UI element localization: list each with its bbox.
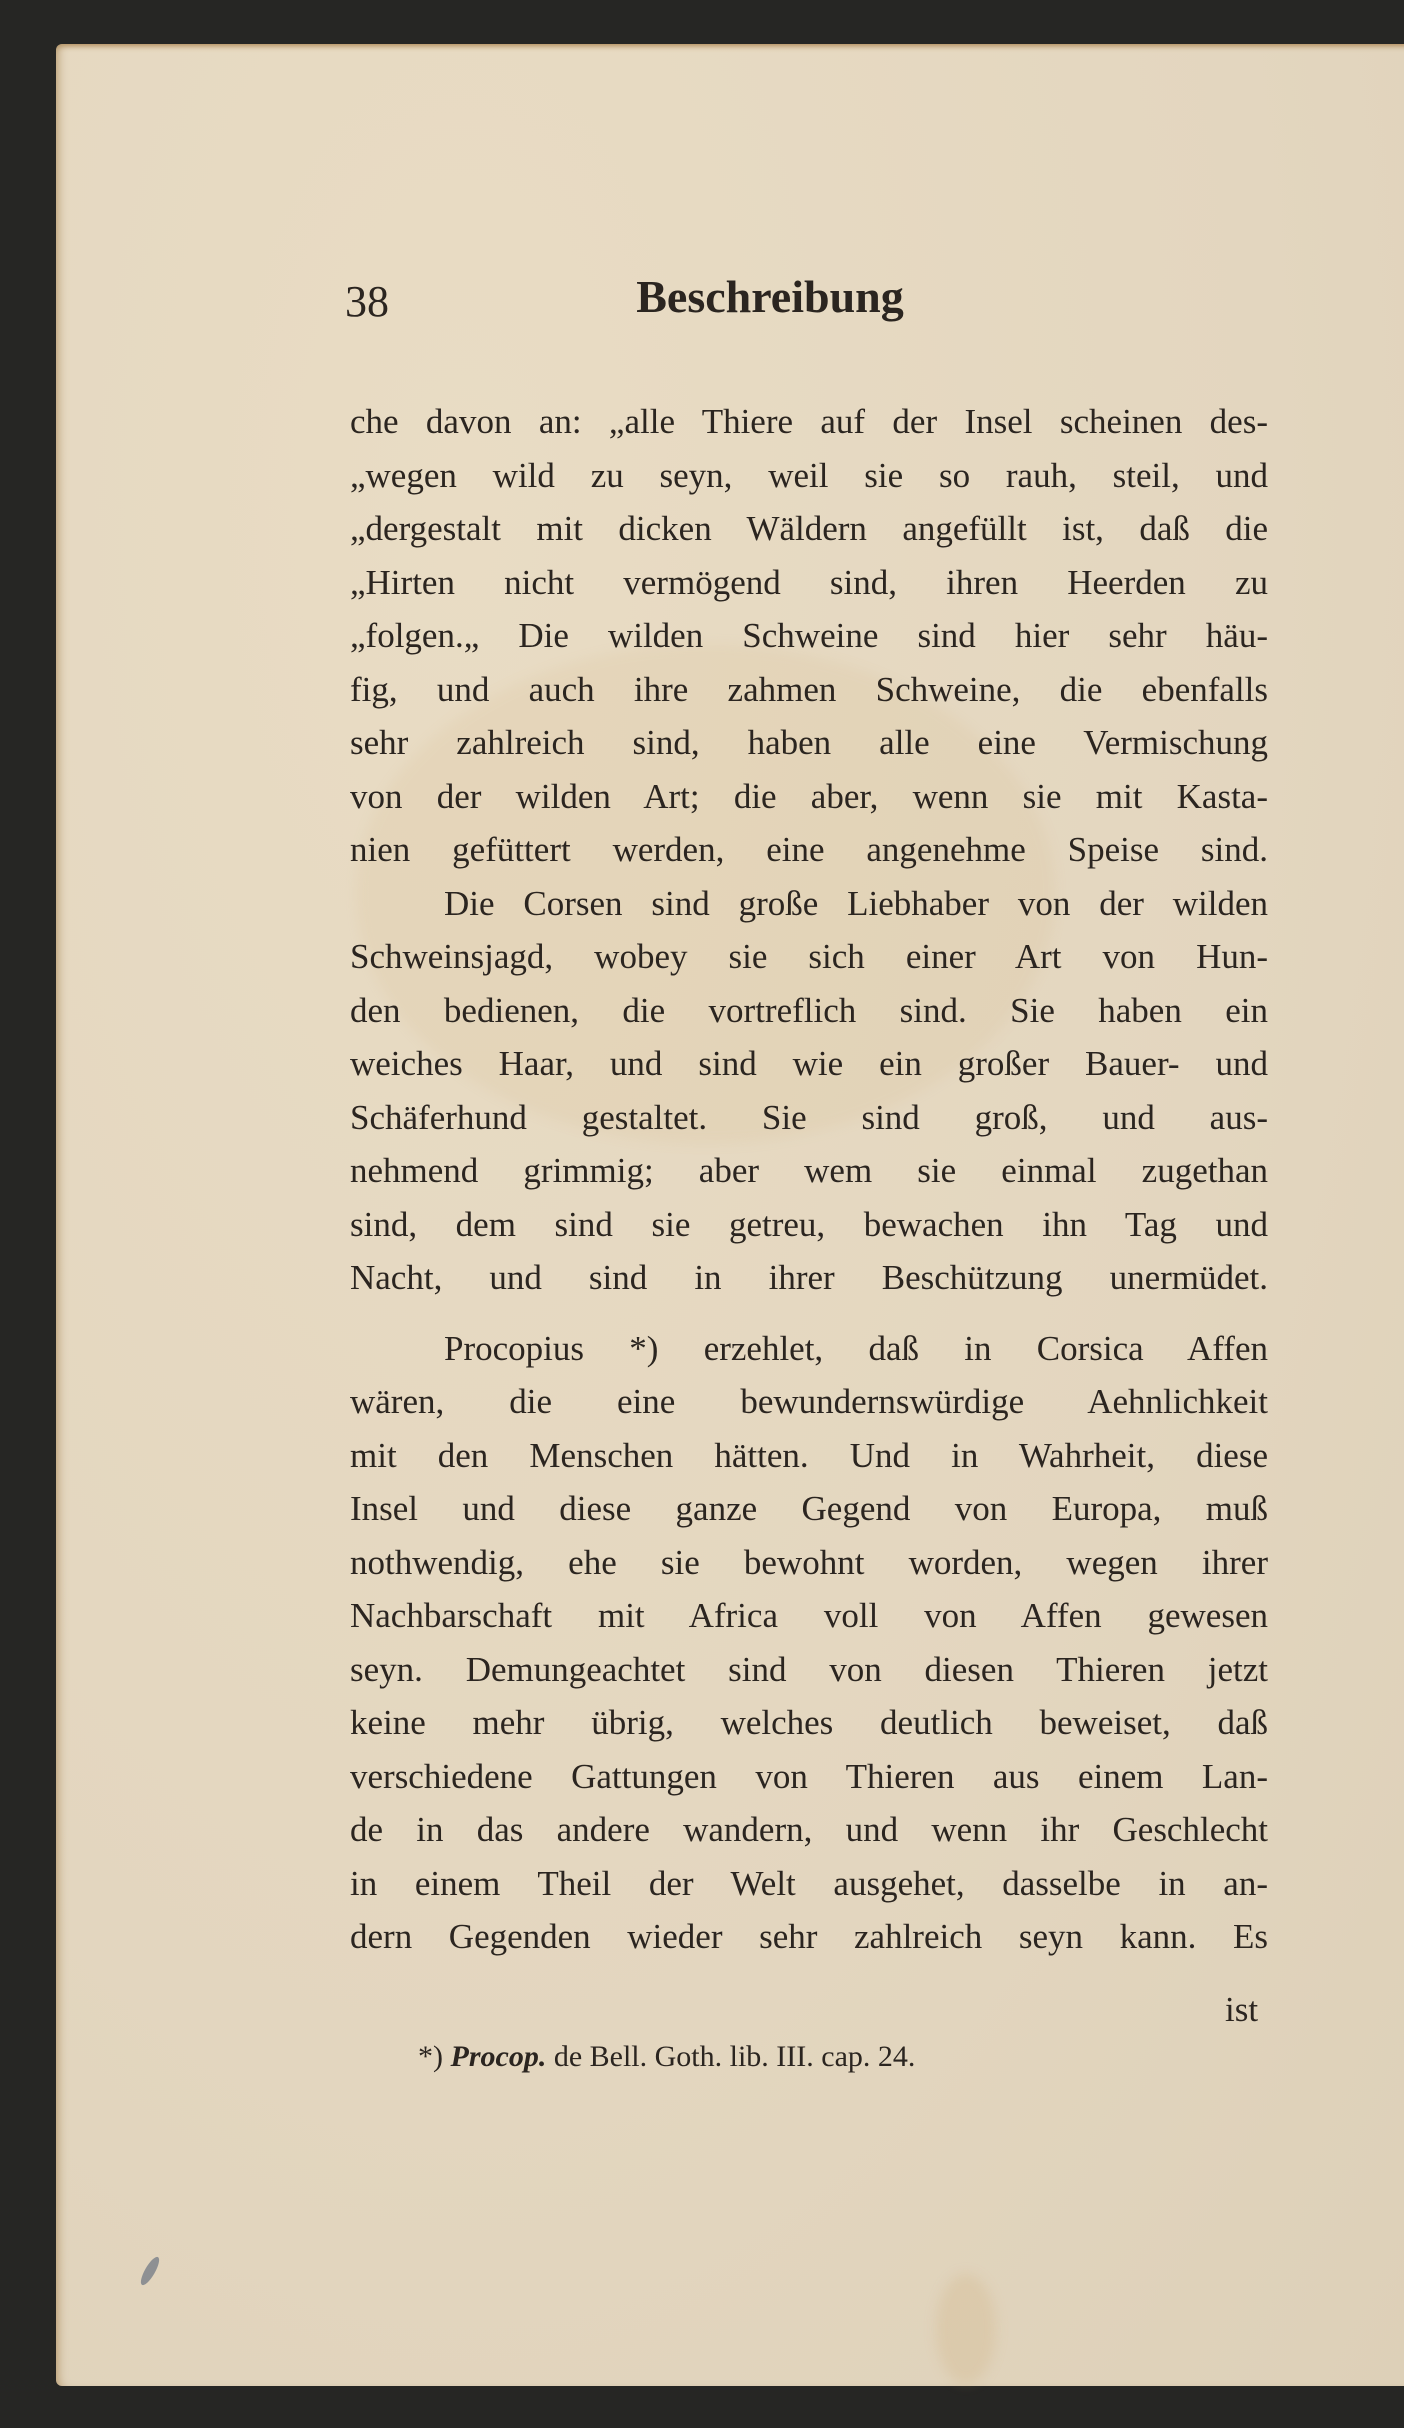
text-line: den bedienen, die vortreflich sind. Sie haben ein	[350, 990, 1268, 1030]
text-line: sehr zahlreich sind, haben alle eine Vermischung	[350, 723, 1268, 762]
running-head: Beschreibung	[636, 271, 904, 322]
text-line: sind, dem sind sie getreu, bewachen ihn Tag und	[350, 1204, 1268, 1244]
text-line: weiches Haar, und sind wie ein großer Bauer- und	[350, 1044, 1268, 1083]
text-line: de in das andere wandern, und wenn ihr Geschlecht	[350, 1810, 1268, 1849]
text-line: dern Gegenden wieder sehr zahlreich seyn kann. Es	[350, 1917, 1268, 1956]
footnote-marker: *)	[418, 2040, 443, 2073]
text-line: Procopius *) erzehlet, daß in Corsica Affen	[444, 1328, 1268, 1368]
text-line: verschiedene Gattungen von Thieren aus einem Lan-	[350, 1756, 1268, 1796]
page-number: 38	[345, 277, 389, 326]
text-line: „dergestalt mit dicken Wäldern angefüllt ist, daß die	[350, 509, 1268, 548]
footnote-reference: de Bell. Goth. lib. III. cap. 24.	[553, 2040, 916, 2073]
text-line: nothwendig, ehe sie bewohnt worden, wegen ihrer	[350, 1542, 1268, 1582]
text-line: che davon an: „alle Thiere auf der Insel scheinen des-	[350, 402, 1268, 441]
text-line: nehmend grimmig; aber wem sie einmal zugethan	[350, 1151, 1268, 1190]
text-line: von der wilden Art; die aber, wenn sie mit Kasta-	[350, 776, 1268, 816]
text-line: Schweinsjagd, wobey sie sich einer Art von Hun-	[350, 937, 1268, 976]
text-line: keine mehr übrig, welches deutlich beweiset, daß	[350, 1703, 1268, 1742]
footnote	[418, 2040, 915, 2074]
text-line: „wegen wild zu seyn, weil sie so rauh, steil, und	[350, 455, 1268, 495]
text-line: Nachbarschaft mit Africa voll von Affen gewesen	[350, 1596, 1268, 1635]
text-line: wären, die eine bewundernswürdige Aehnlichkeit	[350, 1382, 1268, 1421]
paper-stain	[936, 2274, 996, 2384]
catchword: ist	[1225, 1990, 1259, 2029]
text-line: Insel und diese ganze Gegend von Europa, muß	[350, 1489, 1268, 1528]
footnote-author: Procop.	[450, 2040, 547, 2073]
text-line: Die Corsen sind große Liebhaber von der wilden	[444, 883, 1268, 923]
text-line: „folgen.„ Die wilden Schweine sind hier sehr häu-	[350, 616, 1268, 655]
text-line: nien gefüttert werden, eine angenehme Speise sind.	[350, 830, 1268, 869]
text-line: mit den Menschen hätten. Und in Wahrheit, diese	[350, 1435, 1268, 1475]
text-line: „Hirten nicht vermögend sind, ihren Heerden zu	[350, 562, 1268, 602]
text-line: Schäferhund gestaltet. Sie sind groß, und aus-	[350, 1097, 1268, 1137]
text-line: in einem Theil der Welt ausgehet, dasselbe in an-	[350, 1863, 1268, 1903]
text-line: seyn. Demungeachtet sind von diesen Thieren jetzt	[350, 1649, 1268, 1689]
text-line: fig, und auch ihre zahmen Schweine, die ebenfalls	[350, 669, 1268, 709]
text-line: Nacht, und sind in ihrer Beschützung unermüdet.	[350, 1258, 1268, 1297]
